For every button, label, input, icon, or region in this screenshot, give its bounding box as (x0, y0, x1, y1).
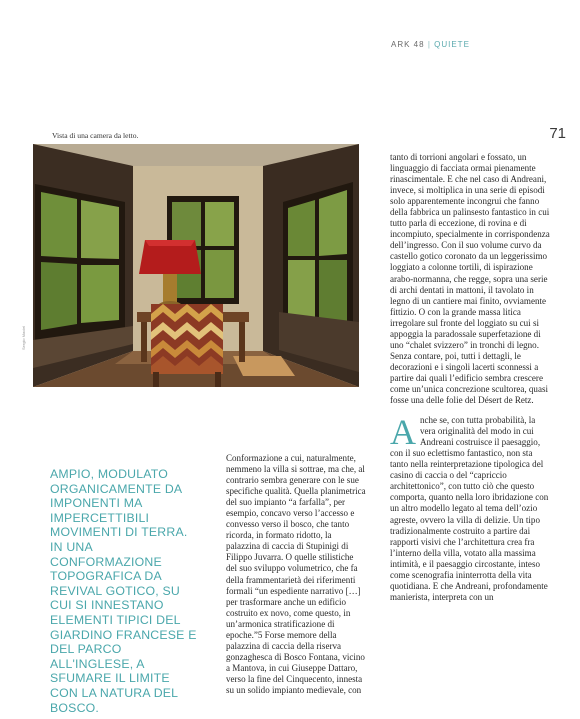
drop-cap: A (390, 412, 416, 453)
page-number: 71 (549, 125, 566, 142)
paragraph-text: nche se, con tutta probabilità, la vera originalità del modo in cui Andreani costruisce il paesaggio, con il suo eclettismo fantastico, non sta tanto nella reinterpretazione tipologica del casino di caccia o del “capriccio architettonico”, con tutto ciò che questo comporta, quanto nella loro ibridazione con un altro modello legato al tema dell’ozio agreste, ovvero la villa di delizie. Un tipo tradizionalmente costruito a partire dai rapporti visivi che l’architettura crea fra l’interno della villa, votato alla massima intimità, e il paesaggio circostante, inteso come scenografia ininterrotta della vita quotidiana. E che Andreani, profondamente manierista, interpreta con un (390, 415, 549, 602)
photo-caption: Vista di una camera da letto. (52, 131, 139, 140)
pull-quote: AMPIO, MODULATO ORGANICAMENTE DA IMPONENTI MA IMPERCETTIBILI MOVIMENTI DI TERRA. IN UNA CONFORMAZIONE TOPOGRAFICA DA REVIVAL GOTICO, SU CUI SI INNESTANO ELEMENTI TIPICI DEL GIARDINO FRANCESE E DEL PARCO ALL'INGLESE, A SFUMARE IL LIMITE CON LA NATURA DEL BOSCO. (50, 467, 197, 715)
paragraph: tanto di torrioni angolari e fossato, un linguaggio di facciata ormai pienamente rinascimentale. E che nel caso di Andreani, invece, si moltiplica in una serie di episodi solo apparentemente incongrui che fanno della fabbrica un palinsesto fantastico in cui tutto parla di eccezione, di rovina e di incompiuto, specialmente in corrispondenza dell’ingresso. Con il suo volume curvo da castello gotico coronato da un leggerissimo loggiato a colonne tortili, di ispirazione arabo-normanna, che regge, sopra una serie di archi dentati in mattoni, il tavolato in legno di un cantiere mai finito, ovviamente fittizio. O con la grande massa litica irregolare sul fronte del loggiato su cui si appoggia la paradossale superfetazione di uno “chalet svizzero” in tronchi di legno. Senza contare, poi, tutti i dettagli, le decorazioni e i singoli lacerti sconnessi a partire dai quali l’edificio sembra crescere come un’unica concrezione scultorea, quasi fosse una delle folie del Désert de Retz. (390, 152, 550, 406)
body-column-1 (226, 453, 366, 696)
running-header (391, 40, 470, 49)
paragraph: Conformazione a cui, naturalmente, nemmeno la villa si sottrae, ma che, al contrario sembra generare con le sue specifiche qualità. Quella planimetrica del suo impianto “a farfalla”, per esempio, concavo verso l’accesso e convesso verso il bosco, che tanto ricorda, in formato ridotto, la palazzina di caccia di Stupinigi di Filippo Juvarra. O quelle stilistiche del suo sviluppo volumetrico, che fa della frammentarietà dei riferimenti formali “un espediente narrativo […] per trasformare anche un edificio costruito ex novo, come questo, in un’armonica stratificazione di epoche.”5 Forse memore della palazzina di caccia della riserva gonzaghesca di Bosco Fontana, vicino a Mantova, in cui Giuseppe Dattaro, verso la fine del Cinquecento, innesta su un solido impianto medievale, con (226, 453, 366, 695)
magazine-name: ARK 48 (391, 40, 425, 49)
header-separator: | (427, 40, 431, 49)
section-name: QUIETE (434, 40, 470, 49)
bedroom-photo (33, 144, 359, 387)
body-column-2 (390, 152, 550, 603)
photo-credit: Sergio Maciel (21, 325, 26, 350)
paragraph-with-dropcap (390, 412, 550, 603)
